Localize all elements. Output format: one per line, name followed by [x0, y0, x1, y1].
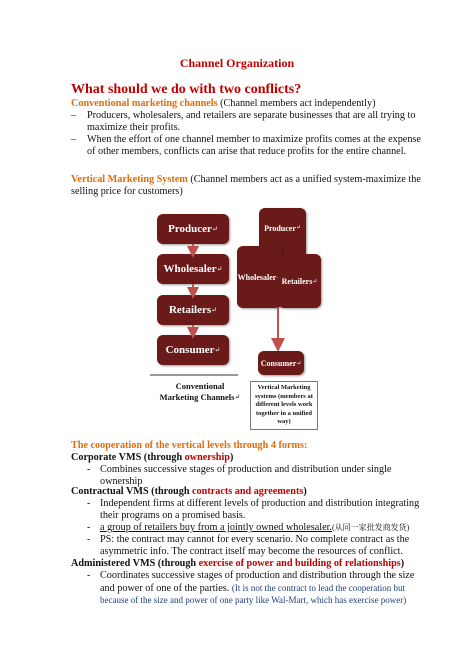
conventional-desc: (Channel members act independently) [217, 98, 376, 109]
vms-producer-box: Producer ↵ [259, 208, 306, 265]
bullet-text: Independent firms at different levels of production and distribution integrating [100, 498, 420, 509]
note-text: because of the size and power of one party like Wal-Mart, which has exercise power) [100, 595, 407, 605]
vms-arrow [270, 305, 290, 355]
bullet-text: Combines successive stages of production and distribution under single [100, 464, 392, 475]
vms-desc: (Channel members act as a unified system-maximize the [187, 174, 421, 185]
contractual-heading: Contractual VMS (through contracts and agreements) [71, 486, 307, 497]
vms-consumer-box: Consumer ↵ [258, 351, 304, 375]
bullet-text: PS: the contract may cannot for every scenario. No complete contract as the [100, 534, 410, 545]
bullet-text: Producers, wholesalers, and retailers are separate businesses that are all trying to [87, 110, 416, 121]
bullet-text: a group of retailers buy from a jointly owned wholesaler.(从同一家批发商发货) [100, 522, 410, 533]
conventional-label: Conventional marketing channels [71, 98, 218, 109]
bullet-text: maximize their profits. [87, 122, 181, 133]
dash-bullet: - [87, 498, 91, 509]
wholesaler-box: Wholesaler ↵ [157, 254, 229, 284]
section-heading: What should we do with two conflicts? [71, 82, 302, 97]
vms-line [71, 174, 421, 186]
producer-box: Producer ↵ [157, 214, 229, 244]
consumer-box: Consumer ↵ [157, 335, 229, 365]
vms-desc-2: selling price for customers) [71, 186, 183, 197]
bullet-text: their programs on a promised basis. [100, 510, 246, 521]
dash-bullet: - [87, 464, 91, 475]
retailers-box: Retailers ↵ [157, 295, 229, 325]
bullet-text: Coordinates successive stages of production and distribution through the size [100, 570, 415, 581]
conventional-line [71, 98, 375, 110]
bullet-text: When the effort of one channel member to maximize profits comes at the expense [87, 134, 421, 145]
bullet-text: and power of one of the parties. (It is not the contract to lead the cooperation but [100, 583, 406, 594]
vms-caption: Vertical Marketing systems (members at different levels work together in a unified way) [250, 381, 318, 430]
dash-bullet: – [71, 110, 77, 121]
page-title: Channel Organization [179, 56, 295, 70]
dash-bullet: - [87, 522, 91, 533]
vms-label: Vertical Marketing System [71, 174, 188, 185]
dash-bullet: - [87, 570, 91, 581]
cooperation-heading: The cooperation of the vertical levels through 4 forms: [71, 440, 308, 451]
bullet-text: ownership [100, 476, 143, 487]
administered-heading: Administered VMS (through exercise of power and building of relationships) [71, 558, 405, 569]
vms-wholesaler-box: Wholesaler [237, 246, 282, 308]
conventional-caption: Conventional Marketing Channels ↵ [159, 381, 241, 402]
bullet-text: asymmetric info. The contract itself may become the resources of conflict. [100, 546, 404, 557]
vms-retailers-box: Retailers ↵ [278, 254, 321, 308]
dash-bullet: – [71, 134, 77, 145]
conventional-arrows [150, 200, 240, 410]
bullet-text: of other members, conflicts can arise that reduce profits for the entire channel. [87, 146, 407, 157]
corporate-heading: Corporate VMS (through ownership) [71, 452, 234, 463]
dash-bullet: - [87, 534, 91, 545]
